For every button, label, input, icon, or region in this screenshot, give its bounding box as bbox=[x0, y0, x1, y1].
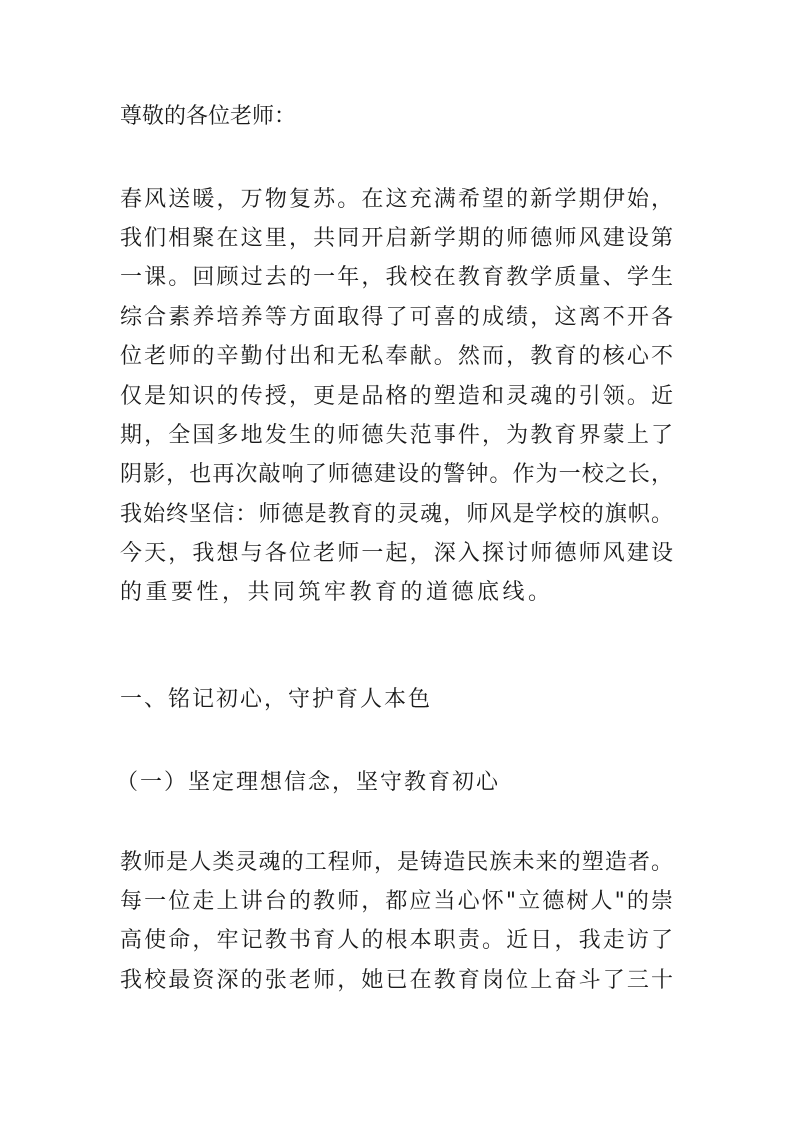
paragraph-line: 期，全国多地发生的师德失范事件，为教育界蒙上了 bbox=[120, 423, 673, 448]
paragraph-line: 阴影，也再次敲响了师德建设的警钟。作为一校之长， bbox=[120, 462, 673, 487]
greeting: 尊敬的各位老师： bbox=[120, 104, 297, 129]
paragraph-line: 今天，我想与各位老师一起，深入探讨师德师风建设 bbox=[120, 541, 673, 566]
paragraph-line: 我们相聚在这里，共同开启新学期的师德师风建设第 bbox=[120, 226, 673, 251]
paragraph-line: 春风送暖，万物复苏。在这充满希望的新学期伊始， bbox=[120, 187, 673, 212]
section-heading: 一、铭记初心，守护育人本色 bbox=[120, 687, 433, 712]
paragraph-line: 一课。回顾过去的一年，我校在教育教学质量、学生 bbox=[120, 265, 673, 290]
paragraph-line: 位老师的辛勤付出和无私奉献。然而，教育的核心不 bbox=[120, 344, 673, 369]
paragraph-line: 教师是人类灵魂的工程师，是铸造民族未来的塑造者。 bbox=[120, 850, 673, 875]
paragraph-line: 综合素养培养等方面取得了可喜的成绩，这离不开各 bbox=[120, 305, 673, 330]
paragraph-line: 高使命，牢记教书育人的根本职责。近日，我走访了 bbox=[120, 928, 673, 953]
paragraph-line: 我始终坚信：师德是教育的灵魂，师风是学校的旗帜。 bbox=[120, 502, 673, 527]
paragraph-line: 的重要性，共同筑牢教育的道德底线。 bbox=[120, 580, 554, 605]
paragraph-line: 仅是知识的传授，更是品格的塑造和灵魂的引领。近 bbox=[120, 384, 673, 409]
paragraph-line: 每一位走上讲台的教师，都应当心怀"立德树人"的崇 bbox=[120, 889, 673, 914]
paragraph-line: 我校最资深的张老师，她已在教育岗位上奋斗了三十 bbox=[120, 968, 673, 993]
subsection-heading: （一）坚定理想信念，坚守教育初心 bbox=[116, 770, 501, 795]
